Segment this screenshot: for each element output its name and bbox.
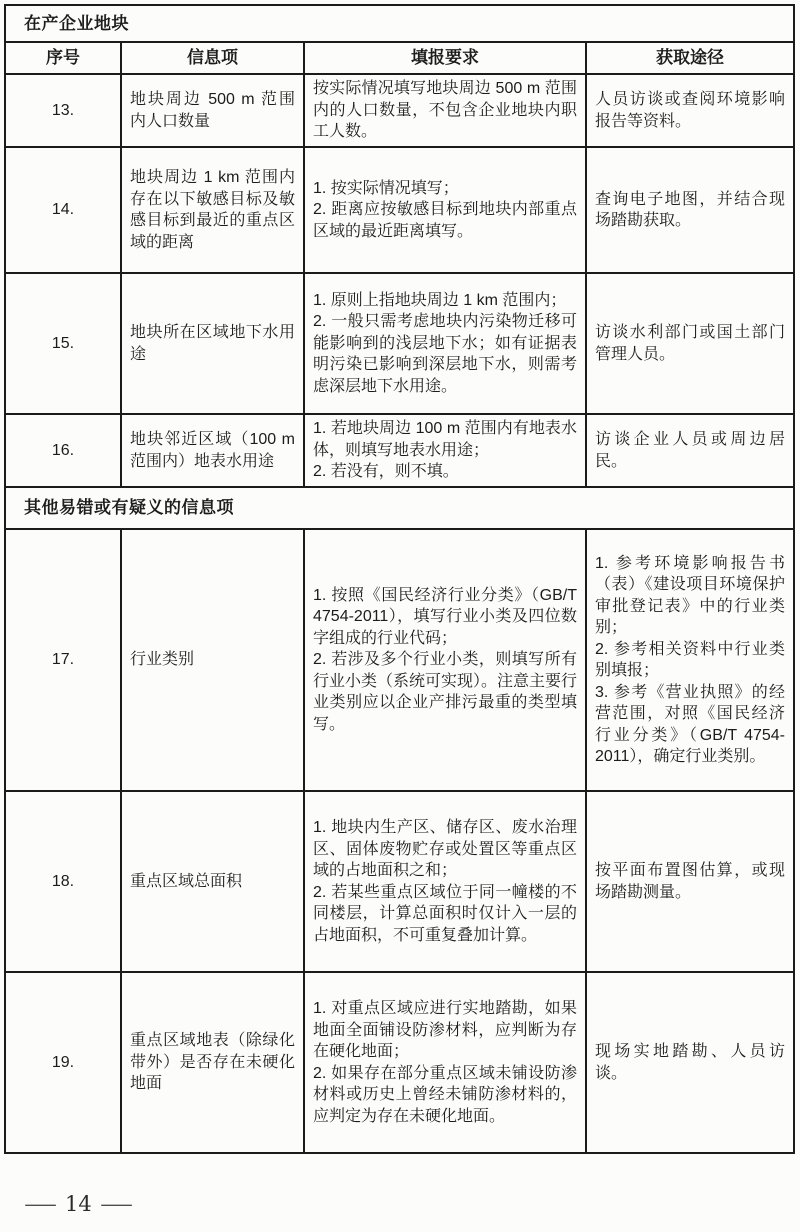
column-header-requirement: 填报要求 bbox=[304, 42, 586, 74]
requirement-text: 1. 地块内生产区、储存区、废水治理区、固体废物贮存或处置区等重点区域的占地面积之和； bbox=[313, 819, 577, 879]
section-title: 在产企业地块 bbox=[5, 5, 794, 42]
source-text: 人员访谈或查阅环境影响报告等资料。 bbox=[595, 91, 785, 130]
source-text: 2. 参考相关资料中行业类别填报； bbox=[595, 640, 785, 679]
row-number-cell: 16. bbox=[5, 414, 121, 487]
table-row bbox=[5, 791, 794, 972]
table-row bbox=[5, 414, 794, 487]
source-text: 1. 参考环境影响报告书（表）《建设项目环境保护审批登记表》中的行业类别； bbox=[595, 554, 785, 636]
requirement-cell bbox=[304, 529, 586, 791]
info-item-cell: 地块所在区域地下水用途 bbox=[121, 273, 304, 414]
requirement-text: 2. 一般只需考虑地块内污染物迁移可能影响到的浅层地下水；如有证据表明污染已影响到深层地下水，则需考虑深层地下水用途。 bbox=[313, 313, 577, 395]
row-number-cell: 18. bbox=[5, 791, 121, 972]
row-number-cell: 17. bbox=[5, 529, 121, 791]
section-header-row bbox=[5, 487, 794, 529]
section-header-row bbox=[5, 5, 794, 42]
requirement-cell bbox=[304, 414, 586, 487]
row-number-cell: 13. bbox=[5, 74, 121, 147]
column-header-no: 序号 bbox=[5, 42, 121, 74]
row-number-cell: 15. bbox=[5, 273, 121, 414]
table-row bbox=[5, 273, 794, 414]
info-table bbox=[4, 4, 795, 1154]
source-cell bbox=[586, 273, 794, 414]
column-header-row bbox=[5, 42, 794, 74]
requirement-text: 2. 若某些重点区域位于同一幢楼的不同楼层，计算总面积时仅计入一层的占地面积，不可重复叠加计算。 bbox=[313, 883, 577, 944]
source-cell bbox=[586, 529, 794, 791]
requirement-text: 1. 按实际情况填写； bbox=[313, 179, 459, 197]
source-text: 现场实地踏勘、人员访谈。 bbox=[595, 1043, 785, 1082]
page-number: 14 bbox=[65, 1192, 92, 1216]
source-text: 查询电子地图，并结合现场踏勘获取。 bbox=[595, 190, 785, 229]
row-number-cell: 19. bbox=[5, 972, 121, 1153]
source-cell bbox=[586, 791, 794, 972]
source-cell bbox=[586, 74, 794, 147]
info-item-cell: 重点区域总面积 bbox=[121, 791, 304, 972]
source-cell bbox=[586, 414, 794, 487]
requirement-text: 按实际情况填写地块周边 500 m 范围内的人口数量，不包含企业地块内职工人数。 bbox=[313, 80, 577, 141]
source-text: 访谈水利部门或国土部门管理人员。 bbox=[595, 324, 785, 363]
requirement-text: 1. 按照《国民经济行业分类》（GB/T 4754-2011），填写行业小类及四位数字组成的行业代码； bbox=[313, 586, 577, 647]
source-cell bbox=[586, 147, 794, 273]
requirement-text: 1. 原则上指地块周边 1 km 范围内； bbox=[313, 291, 567, 309]
section-title: 其他易错或有疑义的信息项 bbox=[5, 487, 794, 529]
table-row bbox=[5, 529, 794, 791]
requirement-cell bbox=[304, 273, 586, 414]
document-page bbox=[0, 4, 800, 1232]
info-item-cell: 地块邻近区域（100 m 范围内）地表水用途 bbox=[121, 414, 304, 487]
column-header-item: 信息项 bbox=[121, 42, 304, 74]
source-cell bbox=[586, 972, 794, 1153]
footer-dash-right: — bbox=[99, 1192, 134, 1216]
requirement-text: 2. 若涉及多个行业小类，则填写所有行业小类（系统可实现）。注意主要行业类别应以企业产排污最重的类型填写。 bbox=[313, 651, 578, 733]
requirement-cell bbox=[304, 972, 586, 1153]
source-text: 按平面布置图估算，或现场踏勘测量。 bbox=[595, 862, 785, 901]
info-item-cell: 重点区域地表（除绿化带外）是否存在未硬化地面 bbox=[121, 972, 304, 1153]
row-number-cell: 14. bbox=[5, 147, 121, 273]
column-header-source: 获取途径 bbox=[586, 42, 794, 74]
requirement-text: 2. 距离应按敏感目标到地块内部重点区域的最近距离填写。 bbox=[313, 201, 577, 240]
source-text: 访谈企业人员或周边居民。 bbox=[595, 431, 785, 470]
requirement-text: 1. 若地块周边 100 m 范围内有地表水体，则填写地表水用途； bbox=[313, 420, 577, 459]
table-row bbox=[5, 74, 794, 147]
info-item-cell: 地块周边 1 km 范围内存在以下敏感目标及敏感目标到最近的重点区域的距离 bbox=[121, 147, 304, 273]
table-row bbox=[5, 972, 794, 1153]
footer-dash-left: — bbox=[23, 1192, 58, 1216]
page-footer bbox=[23, 1192, 134, 1216]
info-item-cell: 行业类别 bbox=[121, 529, 304, 791]
requirement-text: 2. 如果存在部分重点区域未铺设防渗材料或历史上曾经未铺防渗材料的，应判定为存在未硬化地面。 bbox=[313, 1064, 577, 1125]
requirement-cell bbox=[304, 147, 586, 273]
requirement-cell bbox=[304, 791, 586, 972]
requirement-text: 1. 对重点区域应进行实地踏勘，如果地面全面铺设防渗材料，应判断为存在硬化地面； bbox=[313, 1000, 577, 1060]
source-text: 3. 参考《营业执照》的经营范围，对照《国民经济行业分类》（GB/T 4754-2011），确定行业类别。 bbox=[595, 683, 785, 765]
requirement-text: 2. 若没有，则不填。 bbox=[313, 463, 459, 481]
requirement-cell bbox=[304, 74, 586, 147]
table-row bbox=[5, 147, 794, 273]
info-item-cell: 地块周边 500 m 范围内人口数量 bbox=[121, 74, 304, 147]
